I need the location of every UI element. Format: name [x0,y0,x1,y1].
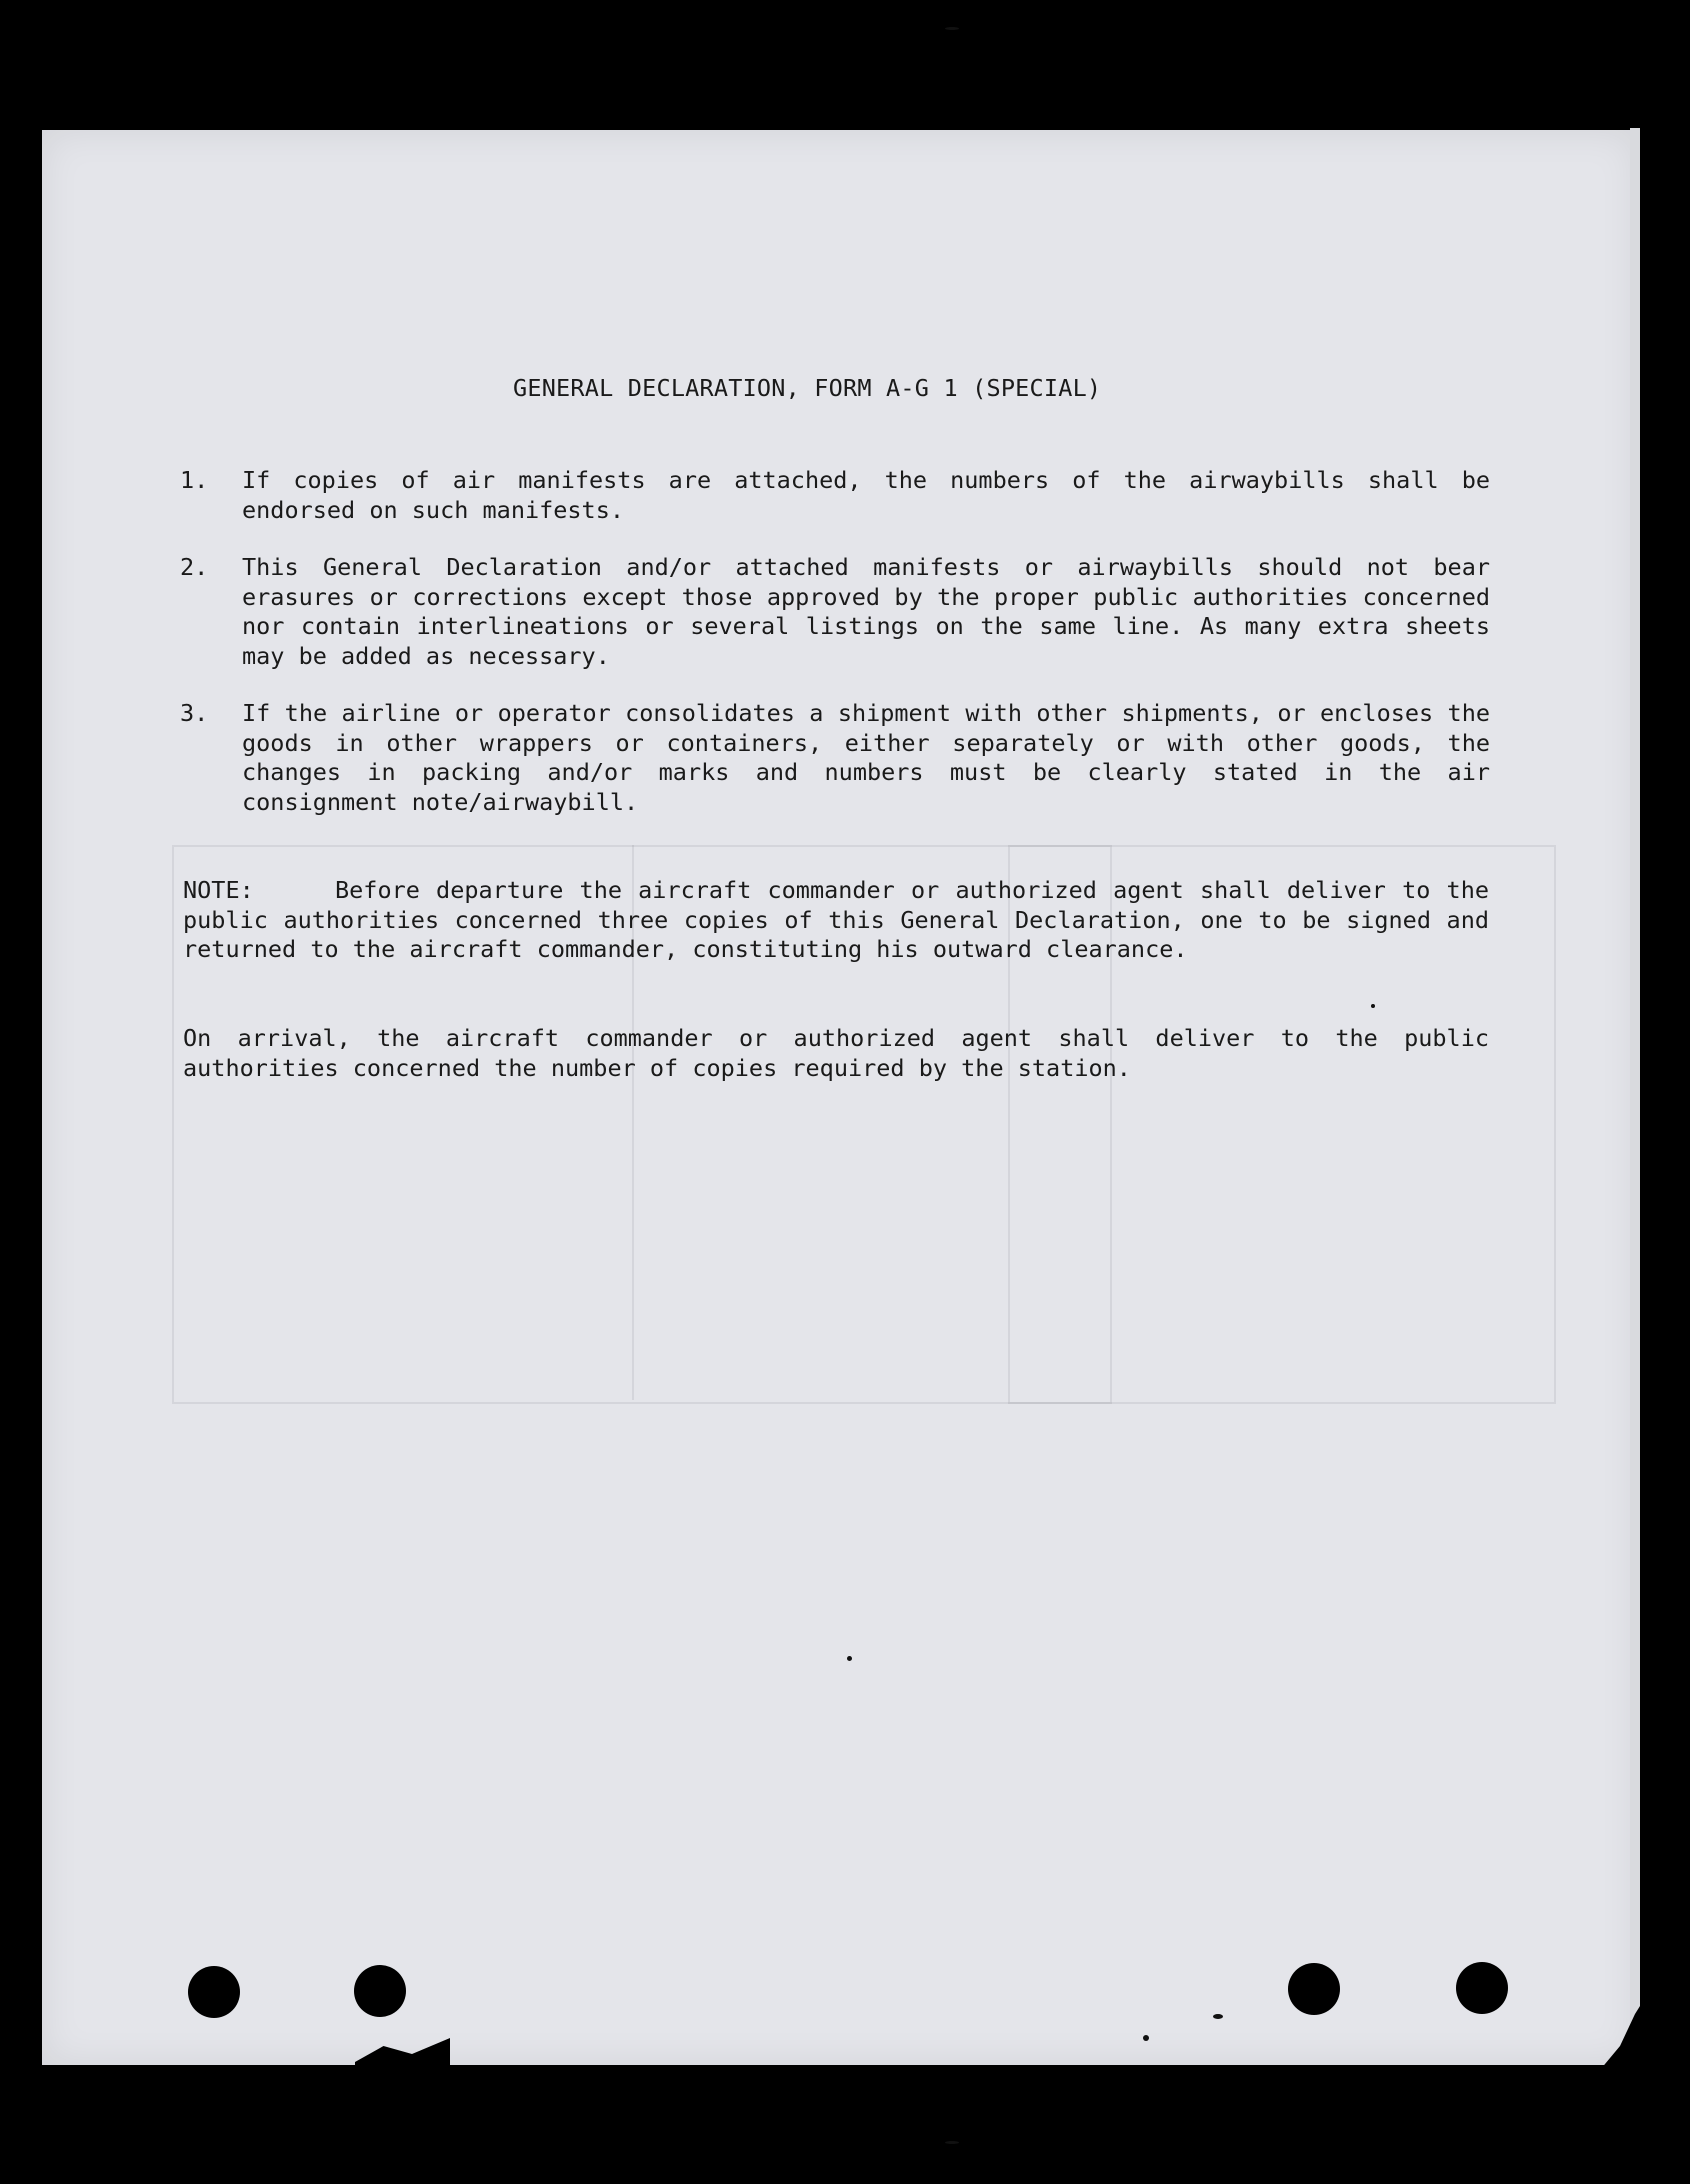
note-text: Before departure the aircraft commander or authorized agent shall deliver to the public authorities concerned three copies of this General Declaration, one to be signed and returned to the aircraft commander, constituting his outward clearance. [183,876,1489,963]
item-text: This General Declaration and/or attached manifests or airwaybills should not bear erasures or corrections except those approved by the proper public authorities concerned nor contain interlineations or several listings on the same line. As many extra sheets may be added as necessary. [242,553,1490,670]
item-number: 2. [180,553,209,581]
item-text: If copies of air manifests are attached, the numbers of the airwaybills shall be endorsed on such manifests. [242,466,1490,524]
item-number: 3. [180,699,209,727]
item-number: 1. [180,466,209,494]
arrival-text: On arrival, the aircraft commander or authorized agent shall deliver to the public authorities concerned the number of copies required by the station. [183,1024,1489,1082]
document-title: GENERAL DECLARATION, FORM A-G 1 (SPECIAL) [513,374,1102,402]
note-label: NOTE: [183,876,254,904]
item-text: If the airline or operator consolidates a shipment with other shipments, or encloses the goods in other wrappers or containers, either separately or with other goods, the changes in packing and/or marks and numbers must be clearly stated in the air consignment note/airwaybill. [242,699,1490,816]
arrival-paragraph [183,1024,1489,1083]
note-paragraph [183,876,1489,965]
